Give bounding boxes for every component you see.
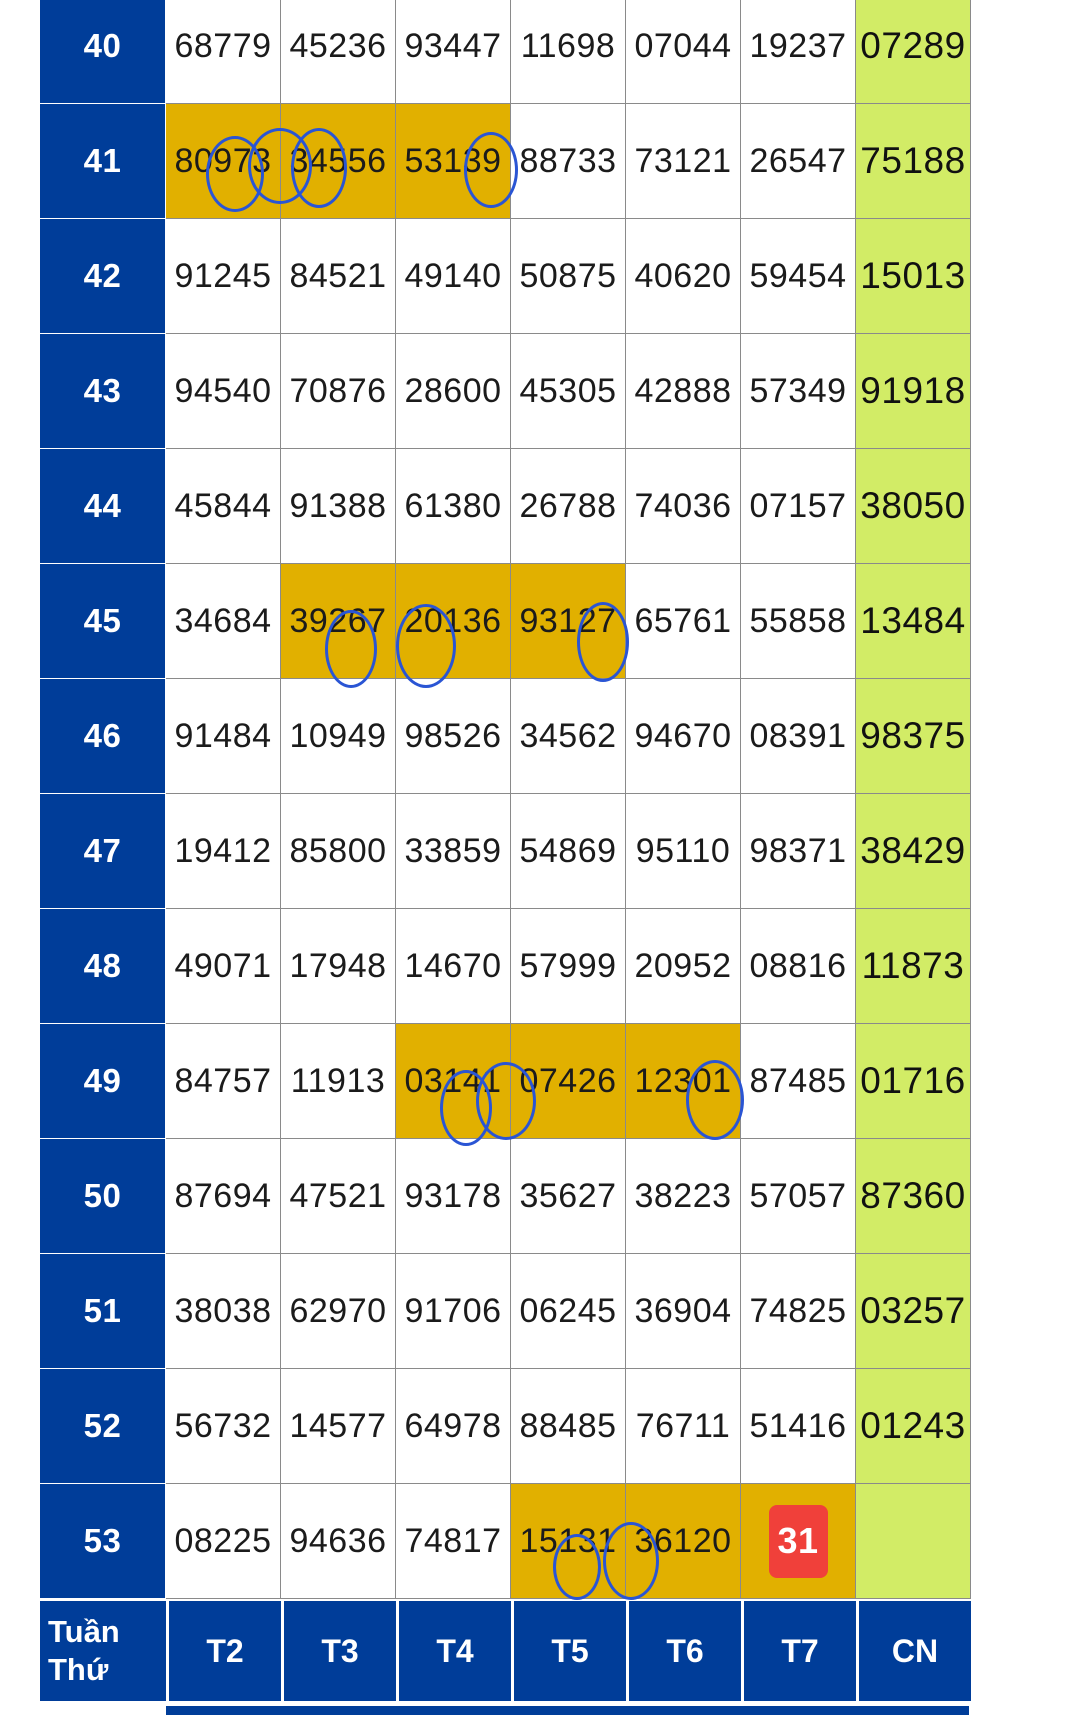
result-cell-cn: 98375 [856,679,971,794]
week-number: 50 [40,1139,166,1254]
result-cell: 08816 [741,909,856,1024]
header-t5[interactable]: T5 [511,1601,626,1701]
result-cell: 07426 [511,1024,626,1139]
result-cell: 84757 [166,1024,281,1139]
result-cell-cn: 03257 [856,1254,971,1369]
result-cell-cn: 38050 [856,449,971,564]
week-number: 43 [40,334,166,449]
week-number: 45 [40,564,166,679]
result-cell: 17948 [281,909,396,1024]
table-row [40,219,971,334]
week-number: 53 [40,1484,166,1599]
result-cell: 91706 [396,1254,511,1369]
table-row [40,564,971,679]
week-number: 46 [40,679,166,794]
result-cell: 15131 [511,1484,626,1599]
result-cell: 74825 [741,1254,856,1369]
result-cell: 38223 [626,1139,741,1254]
result-cell-cn: 91918 [856,334,971,449]
result-cell: 49071 [166,909,281,1024]
result-cell: 57999 [511,909,626,1024]
result-cell: 55858 [741,564,856,679]
result-cell: 85800 [281,794,396,909]
week-number: 42 [40,219,166,334]
result-cell-cn: 11873 [856,909,971,1024]
result-cell: 68779 [166,0,281,104]
result-cell: 91245 [166,219,281,334]
table-row [40,1484,971,1599]
result-cell: 45236 [281,0,396,104]
result-cell: 11913 [281,1024,396,1139]
result-cell: 50875 [511,219,626,334]
result-cell: 26788 [511,449,626,564]
result-cell: 88733 [511,104,626,219]
result-cell: 74817 [396,1484,511,1599]
result-cell: 56732 [166,1369,281,1484]
result-cell: 91484 [166,679,281,794]
result-cell: 19412 [166,794,281,909]
result-cell: 87694 [166,1139,281,1254]
bottom-bar [166,1706,969,1715]
result-cell: 34684 [166,564,281,679]
result-cell: 94636 [281,1484,396,1599]
result-cell: 54869 [511,794,626,909]
week-number: 51 [40,1254,166,1369]
result-cell: 26547 [741,104,856,219]
week-number: 48 [40,909,166,1024]
result-cell: 61380 [396,449,511,564]
result-cell: 70876 [281,334,396,449]
result-cell: 35627 [511,1139,626,1254]
week-number: 40 [40,0,166,104]
result-cell: 62970 [281,1254,396,1369]
table-row [40,909,971,1024]
table-row [40,104,971,219]
header-cn[interactable]: CN [856,1601,971,1701]
result-cell-cn: 07289 [856,0,971,104]
result-cell: 07157 [741,449,856,564]
result-cell: 59454 [741,219,856,334]
result-cell: 14670 [396,909,511,1024]
result-cell: 40620 [626,219,741,334]
result-cell: 88485 [511,1369,626,1484]
table-row [40,1254,971,1369]
result-cell: 65761 [626,564,741,679]
result-cell: 12301 [626,1024,741,1139]
table-row [40,794,971,909]
header-t2[interactable]: T2 [166,1601,281,1701]
result-cell: 84521 [281,219,396,334]
table-row [40,449,971,564]
result-cell: 94540 [166,334,281,449]
result-cell: 33859 [396,794,511,909]
result-cell: 38038 [166,1254,281,1369]
result-cell: 98526 [396,679,511,794]
week-number: 52 [40,1369,166,1484]
header-t3[interactable]: T3 [281,1601,396,1701]
result-cell: 42888 [626,334,741,449]
result-cell: 57349 [741,334,856,449]
header-week-label: Tuần Thứ [40,1601,166,1701]
result-cell: 51416 [741,1369,856,1484]
result-cell: 10949 [281,679,396,794]
result-cell: 14577 [281,1369,396,1484]
result-cell: 93178 [396,1139,511,1254]
result-cell: 20952 [626,909,741,1024]
result-cell: 45844 [166,449,281,564]
table-row [40,679,971,794]
week-number: 44 [40,449,166,564]
result-cell: 49140 [396,219,511,334]
result-cell: 28600 [396,334,511,449]
table-row [40,1024,971,1139]
result-cell: 80973 [166,104,281,219]
result-cell-cn [856,1484,971,1599]
header-t4[interactable]: T4 [396,1601,511,1701]
result-cell: 94670 [626,679,741,794]
result-cell: 73121 [626,104,741,219]
result-cell: 06245 [511,1254,626,1369]
result-cell-cn: 15013 [856,219,971,334]
result-cell: 03141 [396,1024,511,1139]
result-cell: 11698 [511,0,626,104]
table-row [40,334,971,449]
result-cell-cn: 87360 [856,1139,971,1254]
result-cell: 47521 [281,1139,396,1254]
result-cell: 57057 [741,1139,856,1254]
result-cell-cn: 01716 [856,1024,971,1139]
column-header-row [40,1601,971,1701]
result-cell: 91388 [281,449,396,564]
result-cell: 36120 [626,1484,741,1599]
week-number: 49 [40,1024,166,1139]
result-cell [741,1484,856,1599]
result-cell: 36904 [626,1254,741,1369]
header-t6[interactable]: T6 [626,1601,741,1701]
result-cell: 53139 [396,104,511,219]
result-cell: 87485 [741,1024,856,1139]
date-badge[interactable]: 31 [769,1505,828,1578]
result-cell: 34562 [511,679,626,794]
week-number: 47 [40,794,166,909]
table-row [40,0,971,104]
result-cell: 74036 [626,449,741,564]
result-cell: 76711 [626,1369,741,1484]
result-cell-cn: 38429 [856,794,971,909]
table-row [40,1369,971,1484]
result-cell: 64978 [396,1369,511,1484]
result-cell: 20136 [396,564,511,679]
result-cell-cn: 13484 [856,564,971,679]
result-cell: 07044 [626,0,741,104]
result-cell: 93127 [511,564,626,679]
table-row [40,1139,971,1254]
week-number: 41 [40,104,166,219]
result-cell: 39267 [281,564,396,679]
result-cell: 93447 [396,0,511,104]
result-cell: 08225 [166,1484,281,1599]
result-cell: 34556 [281,104,396,219]
result-cell: 45305 [511,334,626,449]
result-cell: 08391 [741,679,856,794]
header-t7[interactable]: T7 [741,1601,856,1701]
result-cell: 98371 [741,794,856,909]
result-cell-cn: 01243 [856,1369,971,1484]
result-cell: 19237 [741,0,856,104]
result-cell-cn: 75188 [856,104,971,219]
result-cell: 95110 [626,794,741,909]
